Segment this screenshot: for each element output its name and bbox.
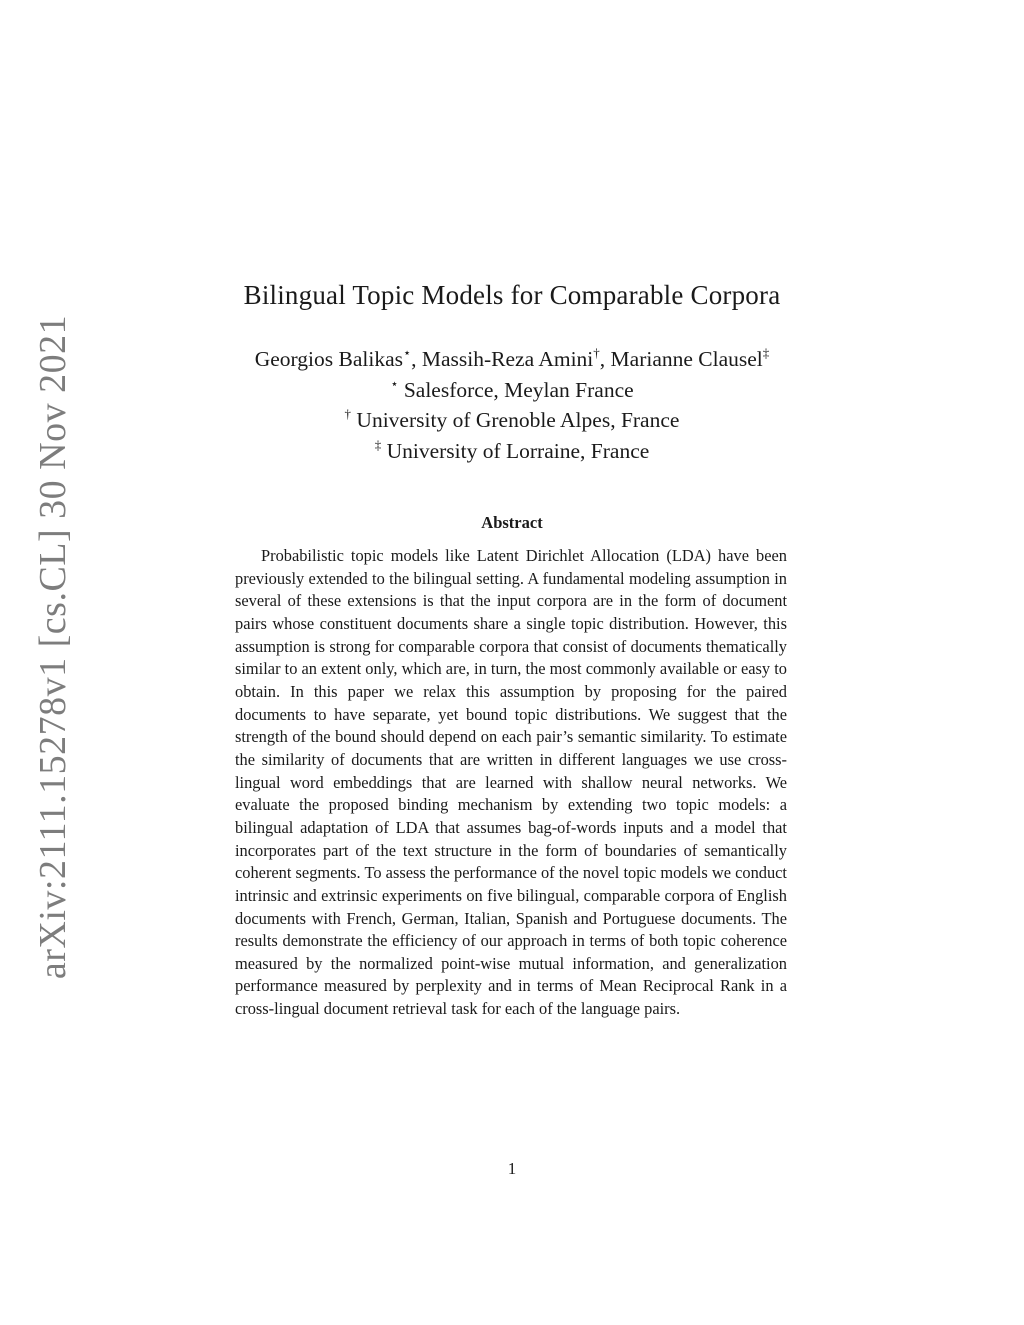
affiliation-text: Salesforce, Meylan France [398,377,634,402]
affiliation-mark: † [344,406,352,421]
affiliation-mark: ‡ [374,436,382,452]
affiliation-line [0,405,1024,436]
abstract-heading: Abstract [481,513,543,532]
author-mark: † [593,345,600,360]
author-line [0,344,1024,375]
author-name: Marianne Clausel [610,347,763,371]
page-number: 1 [507,1159,517,1178]
author-name: Massih-Reza Amini [421,347,594,371]
abstract-text: Probabilistic topic models like Latent Dirichlet Allocation (LDA) have been previously extended to the bilingual setting. A fundamental modeling assumption in several of these extensions is that the input corpora are in the form of document pairs whose constituent documents share a single topic distribution. However, this assumption is strong for comparable corpora that consist of documents thematically similar to an extent only, which are, in turn, the most commonly available or easy to obtain. In this paper we relax this assumption by proposing for the paired documents to have separate, yet bound topic distributions. We suggest that the strength of the bound should depend on each pair’s semantic similarity. To estimate the similarity of documents that are written in different languages we use cross-lingual word embeddings that are learned with shallow neural networks. We evaluate the proposed binding mechanism by extending two topic models: a bilingual adaptation of LDA that assumes bag-of-words inputs and a model that incorporates part of the text structure in the form of boundaries of semantically coherent segments. To assess the performance of the novel topic models we conduct intrinsic and extrinsic experiments on five bilingual, comparable corpora of English documents with French, German, Italian, Spanish and Portuguese documents. The results demonstrate the efficiency of our approach in terms of both topic coherence measured by the normalized point-wise mutual information, and generalization performance measured by perplexity and in terms of Mean Reciprocal Rank in a cross-lingual document retrieval task for each of the language pairs. [235,546,787,1019]
arxiv-identifier-stamp: arXiv:2111.15278v1 [cs.CL] 30 Nov 2021 [32,314,74,980]
affiliation-mark: ⋆ [390,375,399,391]
author-separator: , [411,347,422,371]
affiliation-line [0,375,1024,406]
paper-title: Bilingual Topic Models for Comparable Corpora [243,280,781,310]
author-name: Georgios Balikas [254,347,403,371]
affiliation-line [0,436,1024,467]
affiliation-text: University of Lorraine, France [381,438,650,463]
author-mark: ‡ [762,345,770,360]
author-mark: ⋆ [403,345,412,360]
author-block [0,344,1024,466]
affiliation-text: University of Grenoble Alpes, France [351,408,680,432]
author-separator: , [599,347,611,371]
